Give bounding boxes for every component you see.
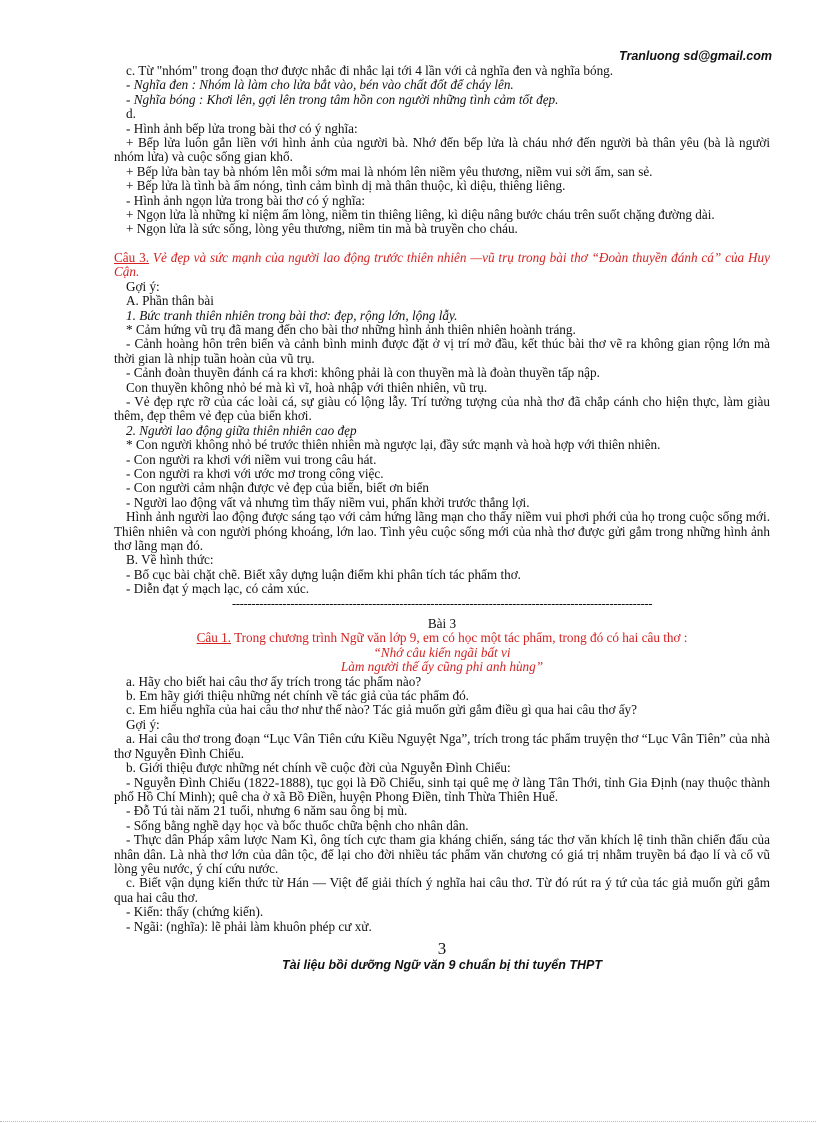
question-text: Trong chương trình Ngữ văn lớp 9, em có học một tác phẩm, trong đó có hai câu thơ : (234, 630, 688, 646)
paragraph-line: - Ngãi: (nghĩa): lẽ phải làm khuôn phép cư xử. (126, 918, 372, 934)
paragraph-line: c. Biết vận dụng kiến thức từ Hán — Việt để giải thích ý nghĩa hai câu thơ. Từ đó rút ra ý tứ của tác giả muốn gửi gắm qua hai câu thơ. (114, 875, 770, 905)
section-separator: ------------------------------------------------------------------------------------------------------------ (231, 596, 653, 611)
paragraph-line: - Kiến: thấy (chứng kiến). (126, 904, 264, 920)
paragraph-line: - Nghĩa bóng : Khơi lên, gợi lên trong tâm hồn con người những tình cảm tốt đẹp. (126, 91, 559, 107)
paragraph-line: + Bếp lửa luôn gắn liền với hình ảnh của người bà. Nhớ đến bếp lửa là cháu nhớ đến người bà thân yêu (bà là người nhóm lửa) và cuộc sống gian khổ. (114, 135, 770, 165)
document-page (114, 48, 770, 972)
section-title: Bài 3 (427, 616, 457, 632)
paragraph-line: Gợi ý: (126, 278, 160, 294)
paragraph-line: 2. Người lao động giữa thiên nhiên cao đẹp (126, 422, 357, 438)
paragraph-line: * Cảm hứng vũ trụ đã mang đến cho bài thơ những hình ảnh thiên nhiên hoành tráng. (126, 321, 576, 337)
header-email: Tranluong sd@gmail.com (619, 49, 772, 63)
paragraph-line: a. Hai câu thơ trong đoạn “Lục Vân Tiên cứu Kiều Nguyệt Nga”, trích trong tác phẩm truyện thơ “Lục Vân Tiên” của nhà thơ Nguyễn Đình Chiểu. (114, 731, 770, 761)
paragraph-line: - Hình ảnh bếp lửa trong bài thơ có ý nghĩa: (126, 120, 358, 136)
paragraph-line: - Con người ra khơi với ước mơ trong công việc. (126, 465, 384, 481)
paragraph-line: - Sống bằng nghề dạy học và bốc thuốc chữa bệnh cho nhân dân. (126, 817, 469, 833)
paragraph-line: c. Từ "nhóm" trong đoạn thơ được nhắc đi nhắc lại tới 4 lần với cả nghĩa đen và nghĩa bóng. (126, 63, 614, 78)
paragraph-line: - Con người ra khơi với niềm vui trong câu hát. (126, 451, 377, 467)
footer-title: Tài liệu bồi dưỡng Ngữ văn 9 chuẩn bị thi tuyển THPT (281, 957, 602, 972)
paragraph-line: Con thuyền không nhỏ bé mà kì vĩ, hoà nhập với thiên nhiên, vũ trụ. (126, 379, 488, 395)
paragraph-line: b. Giới thiệu được những nét chính về cuộc đời của Nguyễn Đình Chiểu: (126, 760, 511, 776)
paragraph-line: + Bếp lửa bàn tay bà nhóm lên mỗi sớm mai là nhóm lên niềm yêu thương, niềm vui sởi ấm, san sẻ. (126, 163, 653, 179)
paragraph-line: * Con người không nhỏ bé trước thiên nhiên mà ngược lại, đầy sức mạnh và hoà hợp với thiên nhiên. (126, 437, 661, 453)
paragraph-line: - Đỗ Tú tài năm 21 tuổi, nhưng 6 năm sau ông bị mù. (126, 803, 408, 819)
paragraph-line: - Diễn đạt ý mạch lạc, có cảm xúc. (126, 581, 310, 597)
paragraph-line: B. Về hình thức: (126, 552, 214, 568)
paragraph-line: d. (126, 106, 136, 122)
paragraph-line: + Bếp lửa là tình bà ấm nóng, tình cảm bình dị mà thân thuộc, kì diệu, thiêng liêng. (126, 178, 566, 194)
question-heading (114, 251, 770, 280)
verse-line: Làm người thế ấy cũng phi anh hùng” (340, 659, 544, 675)
question-heading (114, 631, 770, 645)
paragraph-line: - Thực dân Pháp xâm lược Nam Kì, ông tích cực tham gia kháng chiến, sáng tác thơ văn khích lệ tinh thần chiến đấu của nhân dân. Là nhà thơ lớn của dân tộc, để lại cho đời nhiều tác phẩm văn chương có giá trị nhằm truyền bá đạo lí và cổ vũ lòng yêu nước, ý chí cứu nước. (114, 832, 770, 876)
paragraph-line: Gợi ý: (126, 716, 160, 732)
paragraph-line: - Người lao động vất vả nhưng tìm thấy niềm vui, phấn khởi trước thắng lợi. (126, 494, 530, 510)
question-label: Câu 1. (196, 630, 231, 646)
verse-line: “Nhớ câu kiến ngãi bất vi (373, 644, 511, 660)
paragraph-line: + Ngọn lửa là những kỉ niệm ấm lòng, niềm tin thiêng liêng, kì diệu nâng bước cháu trên suốt chặng đường dài. (126, 207, 715, 223)
paragraph-line: - Con người cảm nhận được vẻ đẹp của biển, biết ơn biển (126, 480, 429, 496)
paragraph-line: - Cảnh đoàn thuyền đánh cá ra khơi: không phải là con thuyền mà là đoàn thuyền tấp nập. (126, 365, 600, 381)
paragraph-line: - Cảnh hoàng hôn trên biển và cảnh bình minh được đặt ở vị trí mở đầu, kết thúc bài thơ vẽ ra không gian rộng lớn mà thời gian là nhịp tuần hoàn của vũ trụ. (114, 336, 770, 366)
paragraph-line: + Ngọn lửa là sức sống, lòng yêu thương, niềm tin mà bà truyền cho cháu. (126, 221, 518, 237)
paragraph-line: c. Em hiểu nghĩa của hai câu thơ như thế nào? Tác giả muốn gửi gắm điều gì qua hai câu thơ ấy? (126, 702, 638, 718)
question-title: Vẻ đẹp và sức mạnh của người lao động trước thiên nhiên —vũ trụ trong bài thơ “Đoàn thuyền đánh cá” của Huy Cận. (114, 249, 771, 280)
paragraph-line: - Bố cục bài chặt chẽ. Biết xây dựng luận điểm khi phân tích tác phẩm thơ. (126, 566, 521, 582)
paragraph-line: - Vẻ đẹp rực rỡ của các loài cá, sự giàu có lộng lẫy. Trí tưởng tượng của nhà thơ đã chắp cánh cho hiện thực, làm giàu thêm, đẹp thêm vẻ đẹp của biển khơi. (114, 393, 770, 424)
paragraph-line: A. Phần thân bài (126, 293, 214, 309)
paragraph-line: Hình ảnh người lao động được sáng tạo với cảm hứng lãng mạn cho thấy niềm vui phơi phới của họ trong cuộc sống mới. Thiên nhiên và con người phóng khoáng, lớn lao. Tình yêu cuộc sống mới của nhà thơ được gửi gắm trong những hình ảnh thơ lãng mạn đó. (114, 509, 770, 553)
paragraph-line: b. Em hãy giới thiệu những nét chính về tác giả của tác phẩm đó. (126, 688, 469, 704)
paragraph-line: - Nguyễn Đình Chiểu (1822-1888), tục gọi là Đồ Chiểu, sinh tại quê mẹ ở làng Tân Thới, tỉnh Gia Định (nay thuộc thành phố Hồ Chí Minh); quê cha ở xã Bồ Điền, huyện Phong Điền, tỉnh Thừa Thiên Huế. (114, 774, 770, 804)
paragraph-line: a. Hãy cho biết hai câu thơ ấy trích trong tác phẩm nào? (126, 673, 422, 689)
question-label: Câu 3. (114, 249, 150, 265)
paragraph-line: 1. Bức tranh thiên nhiên trong bài thơ: đẹp, rộng lớn, lộng lẫy. (126, 307, 458, 323)
page-number: 3 (437, 938, 447, 958)
paragraph-line: - Nghĩa đen : Nhóm là làm cho lửa bắt vào, bén vào chất đốt để cháy lên. (126, 77, 514, 93)
paragraph-line: - Hình ảnh ngọn lửa trong bài thơ có ý nghĩa: (126, 192, 365, 208)
